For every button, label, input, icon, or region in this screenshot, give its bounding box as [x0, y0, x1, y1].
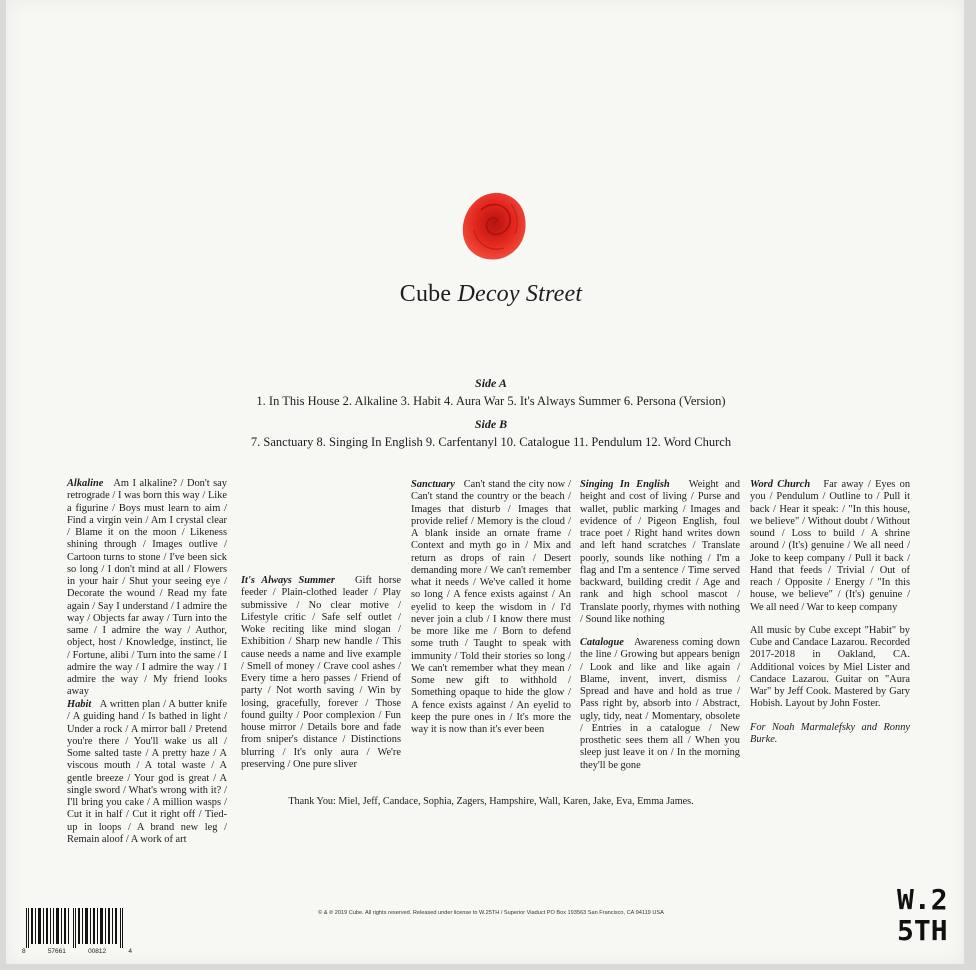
logo-line-1: W.2: [897, 883, 948, 916]
lyrics-column-1b: [67, 699, 227, 857]
song-text-sanctuary: Can't stand the city now / Can't stand the country or the beach / Images that disturb / Images that provide relief / Memory is the cloud / A blank inside an ornate frame / Context and myth go in / Mix and return as drops of rain / Desert demanding more / We can't remember what it needs / We've called it home so long / A fence exists against / An eyelid to keep the wisdom in / I'd never join a club / I know there must be more like me / Born to defend some truth / Taught to speak with immunity / Told their stories so long / We can't remember what they mean / Some new gift to withhold / Something opaque to hide the glow / A fence exists against / An eyelid to keep the pure ones in / It's more the way it is now than it's ever been: [411, 479, 571, 735]
song-text-catalogue: Awareness coming down the line / Growing but appears benign / Look and like and like again / Blame, invent, invert, dismiss / Spread and have and hold as true / Pass right by, absorb into / Abstract, ugly, tidy, neat / Momentary, obsolete / Entries in a catalogue / New prosthetic sees them all / When you sleep just leave it on / In the morning they'll be gone: [580, 637, 740, 771]
logo-line-2: 5TH: [897, 914, 948, 947]
w25th-label-logo: [897, 884, 957, 946]
side-b-tracks: 7. Sanctuary 8. Singing In English 9. Carfentanyl 10. Catalogue 11. Pendulum 12. Word Church: [250, 435, 732, 449]
lyrics-its-always-summer: [241, 575, 401, 771]
barcode-digit-0: 8: [22, 948, 26, 955]
song-title-summer: It's Always Summer: [241, 575, 335, 586]
barcode-digits: [22, 948, 132, 955]
lyrics-word-church: [750, 479, 910, 614]
lyrics-column-1: [67, 478, 227, 698]
album-title: [6, 281, 976, 308]
song-text-alkaline: Am I alkaline? / Don't say retrograde / I was born this way / Like a figurine / Boys must learn to aim / Find a virgin vein / Am I crystal clear / Blame it on the moon / Likeness shining through / Images outlive / Cartoon turns to stone / I've been sick so long / I don't mind at all / Flowers in your hair / Shut your seeing eye / Decorate the wound / Read my fate again / Say I understand / I admire the way / Objects far away / Turn into the same / I admire the way / Author, object, host / Knowledge, instinct, lie / Fortune, alibi / Turn into the same / I admire the way / I admire the way / I admire the way / My friend looks away: [67, 478, 227, 698]
artist-name: Cube: [399, 281, 452, 307]
thank-you-line: Thank You: Miel, Jeff, Candace, Sophia, Zagers, Hampshire, Wall, Karen, Jake, Eva, Emma James.: [288, 796, 694, 807]
song-text-word-church: Far away / Eyes on you / Pendulum / Outline to / Pull it back / Hear it speak: / "In this house, we believe" / Without doubt / Without sound / Loss to build / A shrine around / (It's) genuine / We all need / Joke to keep company / Pull it back / Hand that feeds / Trivial / Out of reach / Opposite / Energy / "In this house, we believe" / (It's) genuine / We all need / War to keep company: [750, 479, 911, 613]
song-title-catalogue: Catalogue: [580, 637, 624, 648]
side-a-tracks: 1. In This House 2. Alkaline 3. Habit 4. Aura War 5. It's Always Summer 6. Persona (Version): [256, 394, 726, 408]
lyrics-sanctuary: [411, 479, 571, 736]
dedication-text: For Noah Marmalefsky and Ronny Burke.: [750, 721, 910, 745]
barcode: [22, 908, 132, 948]
song-text-summer: Gift horse feeder / Plain-clothed leader / Play submissive / No clear motive / Lifestyle critic / Safe self outlet / Woke reciting like mind slogan / Exhibition / Sharp new handle / This cause needs a name and live example / Smell of money / Crave cool ashes / Every time a hero passes / Friend of party / Not worth saving / Win by losing, gracefully, forever / Those found guilty / Poor complexion / Fun house mirror / Details bore and fade from sniper's distance / Distinctions blurring / It's only aura / We're preserving / One pure sliver: [241, 575, 402, 770]
lyrics-column-2: [241, 575, 401, 782]
record-back-cover: [6, 0, 964, 964]
barcode-digit-3: 4: [128, 948, 132, 955]
side-b-tracklist: [6, 417, 976, 450]
lyrics-column-3: [411, 479, 571, 747]
lyrics-column-4: [580, 479, 740, 783]
song-title-singing: Singing In English: [580, 479, 670, 490]
song-text-habit: A written plan / A butter knife / A guiding hand / Is bathed in light / Under a rock / A mirror ball / Pretend you're there / You'll wake us all / Some salted taste / A pretty haze / A viscous mouth / A total waste / A gentle breeze / Your god is great / A single sword / What's wrong with it? / I'll bring you cake / A million wasps / Cut it in half / Cut it right off / Tied-up in loops / A brand new leg / Remain aloof / A work of art: [67, 699, 227, 845]
song-title-word-church: Word Church: [750, 479, 811, 490]
lyrics-column-5: [750, 479, 910, 757]
lyrics-alkaline: [67, 478, 227, 699]
song-title-sanctuary: Sanctuary: [411, 479, 455, 490]
side-a-heading: Side A: [475, 376, 507, 390]
credits-text: All music by Cube except "Habit" by Cube and Candace Lazarou. Recorded 2017-2018 in Oakland, CA. Additional voices by Miel Lister and Candace Lazarou. Guitar on "Aura War" by Jeff Cook. Mastered by Gary Hobish. Layout by John Foster.: [750, 624, 910, 710]
song-title-habit: Habit: [67, 699, 92, 710]
lyrics-habit: [67, 699, 227, 846]
side-b-heading: Side B: [474, 417, 508, 431]
album-name: Decoy Street: [457, 281, 583, 307]
lyrics-singing-in-english: [580, 479, 740, 626]
song-text-singing: Weight and height and cost of living / Purse and wallet, public marking / Images and evidence of / Pigeon English, foul trace poet / Right hand writes down and left hand scratches / Translate poorly, sounds like nothing / I'm a flag and I'm a sentence / Time served backward, building credit / Age and rank and high school mascot / Translate poorly, rhymes with nothing / Sound like nothing: [580, 479, 740, 625]
barcode-digit-2: 00812: [88, 948, 107, 955]
song-title-alkaline: Alkaline: [67, 478, 104, 489]
red-rose-illustration: [459, 190, 529, 262]
lyrics-catalogue: [580, 637, 740, 772]
copyright-notice: © & ℗ 2019 Cube. All rights reserved. Released under license to W.25TH / Superior Viaduct PO Box 193563 San Francisco, CA 94119 USA: [318, 910, 664, 916]
barcode-digit-1: 57661: [47, 948, 66, 955]
side-a-tracklist: [6, 376, 976, 409]
